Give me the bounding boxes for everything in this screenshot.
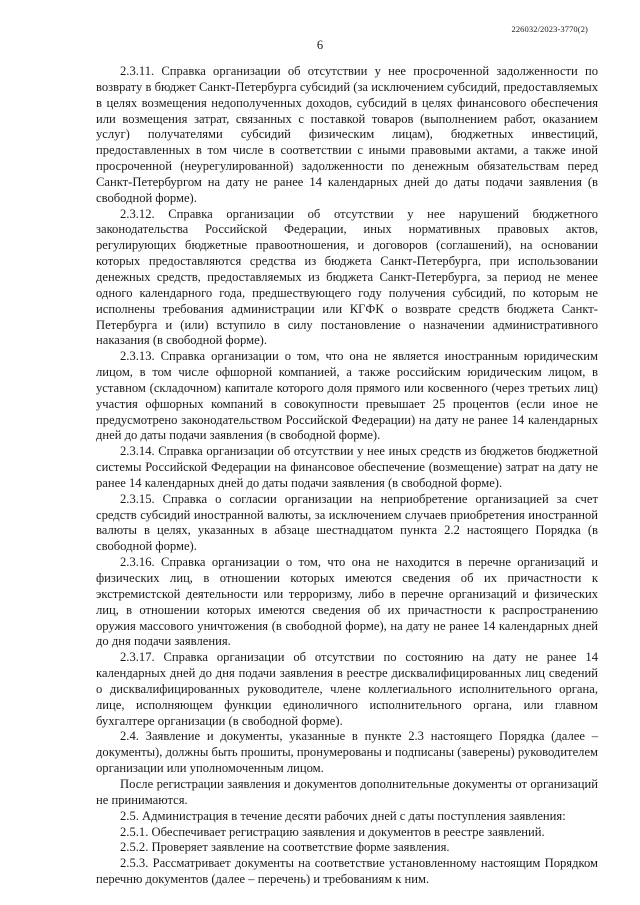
page-number: 6 — [316, 38, 324, 52]
paragraph-2-5-1: 2.5.1. Обеспечивает регистрацию заявления и документов в реестре заявлений. — [120, 824, 545, 839]
paragraph-2-3-14: 2.3.14. Справка организации об отсутствии у нее иных средств из бюджетов бюджетной системы Российской Федерации на финансовое обеспечение (возмещение) затрат на дату не ранее 14 календарных дней до даты подачи заявления (в свободной форме). — [96, 444, 598, 490]
paragraph-2-3-17: 2.3.17. Справка организации об отсутствии по состоянию на дату не ранее 14 календарных дней до дня подачи заявления в реестре дисквалифицированных лиц сведений о дисквалифицированных руководителе, члене коллегиального исполнительного органа, лице, исполняющем функции единоличного исполнительного органа, или главном бухгалтере организации (в свободной форме). — [96, 650, 598, 728]
paragraph-2-3-15: 2.3.15. Справка о согласии организации на неприобретение организацией за счет средств субсидий иностранной валюты, за исключением случаев приобретения иностранной валюты в целях, указанных в абзаце шестнадцатом пункта 2.2 настоящего Порядка (в свободной форме). — [96, 491, 598, 554]
paragraph-2-3-13: 2.3.13. Справка организации о том, что она не является иностранным юридическим лицом, в том числе офшорной компанией, а также российским юридическим лицом, в уставном (складочном) капитале которого доля прямого или косвенного (через третьих лиц) участия офшорных компаний в совокупности превышает 25 процентов (если иное не предусмотрено законодательством Российской Федерации) на дату не ранее 14 календарных дней до даты подачи заявления (в свободной форме). — [96, 349, 598, 443]
paragraph-2-3-11: 2.3.11. Справка организации об отсутствии у нее просроченной задолженности по возврату в бюджет Санкт-Петербурга субсидий (за исключением субсидий, предоставляемых в целях возмещения недополученных доходов, субсидий в целях финансового обеспечения или возмещения затрат, связанных с поставкой товаров (выполнением работ, оказанием услуг) получателями субсидий физическим лицам), бюджетных инвестиций, предоставленных в том числе в соответствии с иными правовыми актами, а также иной просроченной (неурегулированной) задолженности по денежным обязательствам перед Санкт-Петербургом на дату не ранее 14 календарных дней до даты подачи заявления (в свободной форме). — [96, 64, 598, 205]
paragraph-2-5-3: 2.5.3. Рассматривает документы на соответствие установленному настоящим Порядком перечню документов (далее – перечень) и требованиям к ним. — [96, 856, 598, 887]
paragraph-2-5-2: 2.5.2. Проверяет заявление на соответствие форме заявления. — [120, 840, 450, 855]
paragraph-2-4: 2.4. Заявление и документы, указанные в пункте 2.3 настоящего Порядка (далее – документы), должны быть прошиты, пронумерованы и подписаны (заверены) руководителем организации или уполномоченным лицом. — [96, 729, 598, 776]
paragraph-2-5: 2.5. Администрация в течение десяти рабочих дней с даты поступления заявления: — [120, 808, 566, 823]
paragraph-2-3-12: 2.3.12. Справка организации об отсутствии у нее нарушений бюджетного законодательства Российской Федерации, иных нормативных правовых актов, регулирующих бюджетные правоотношения, и договоров (соглашений), на основании которых предоставляются средства из бюджета Санкт-Петербурга, при использовании денежных средств, предоставляемых из бюджета Санкт-Петербурга, за период не менее одного календарного года, предшествующего году получения субсидий, по которым не исполнены требования администрации или КГФК о возврате средств бюджета Санкт-Петербурга и (или) вступило в силу постановление о назначении административного наказания (в свободной форме). — [96, 206, 598, 348]
document-body — [96, 64, 598, 888]
paragraph-after-registration: После регистрации заявления и документов дополнительные документы от организаций не принимаются. — [96, 776, 598, 807]
document-registration-number: 226032/2023-3770(2) — [511, 24, 588, 34]
paragraph-2-3-16: 2.3.16. Справка организации о том, что она не находится в перечне организаций и физических лиц, в отношении которых имеются сведения об их причастности к экстремистской деятельности или терроризму, либо в перечне организаций и физических лиц, в отношении которых имеются сведения об их причастности к распространению оружия массового уничтожения (в свободной форме), на дату не ранее 14 календарных дней до дня подачи заявления. — [96, 555, 598, 649]
